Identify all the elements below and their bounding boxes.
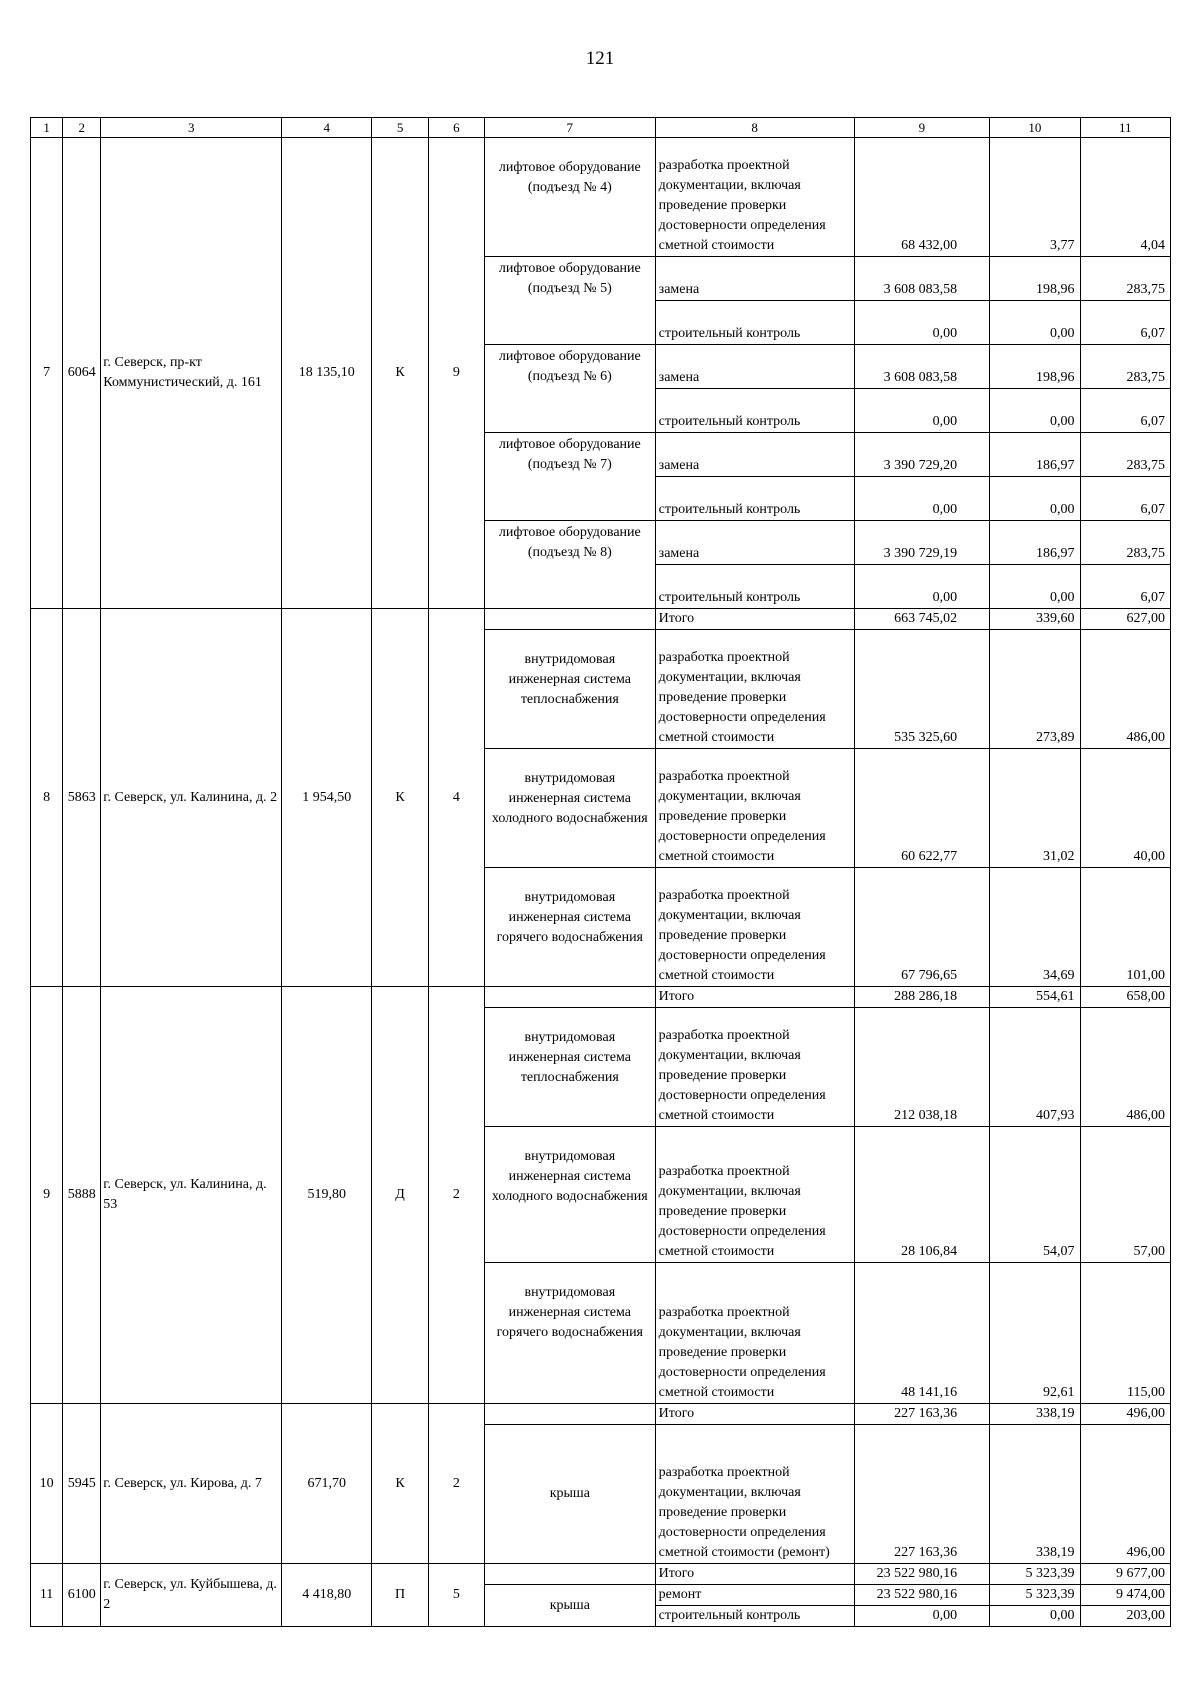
cost-limit: 486,00	[1080, 1008, 1170, 1127]
cost-per-sqm: 0,00	[990, 389, 1080, 433]
house-type: Д	[372, 987, 428, 1404]
work-type: ремонт	[655, 1585, 854, 1606]
header-cell-2: 2	[63, 118, 101, 138]
house-code: 6064	[63, 138, 101, 609]
header-cell-10: 10	[990, 118, 1080, 138]
cost-per-sqm: 31,02	[990, 749, 1080, 868]
empty-cell	[484, 1404, 655, 1425]
object-name: внутридомовая инженерная система горячего водоснабжения	[484, 1263, 655, 1404]
header-cell-1: 1	[31, 118, 63, 138]
house-address: г. Северск, ул. Калинина, д. 53	[101, 987, 282, 1404]
work-type: замена	[655, 257, 854, 301]
house-address: г. Северск, пр-кт Коммунистический, д. 161	[101, 138, 282, 609]
total-label: Итого	[655, 1404, 854, 1425]
cost-value: 28 106,84	[854, 1127, 990, 1263]
header-cell-4: 4	[282, 118, 372, 138]
house-address: г. Северск, ул. Куйбышева, д. 2	[101, 1564, 282, 1627]
house-area: 4 418,80	[282, 1564, 372, 1627]
work-type: разработка проектной документации, включая проведение проверки достоверности определения сметной стоимости	[655, 138, 854, 257]
cost-per-sqm: 34,69	[990, 868, 1080, 987]
total-label: Итого	[655, 609, 854, 630]
cost-per-sqm: 0,00	[990, 301, 1080, 345]
house-area: 671,70	[282, 1404, 372, 1564]
cost-limit: 6,07	[1080, 301, 1170, 345]
cost-per-sqm: 198,96	[990, 345, 1080, 389]
house-code: 5888	[63, 987, 101, 1404]
cost-per-sqm: 54,07	[990, 1127, 1080, 1263]
cost-value: 3 390 729,19	[854, 521, 990, 565]
total-cost: 663 745,02	[854, 609, 990, 630]
cost-per-sqm: 338,19	[990, 1425, 1080, 1564]
cost-value: 0,00	[854, 301, 990, 345]
house-code: 5863	[63, 609, 101, 987]
header-cell-9: 9	[854, 118, 990, 138]
header-cell-7: 7	[484, 118, 655, 138]
cost-per-sqm: 0,00	[990, 1606, 1080, 1627]
header-cell-3: 3	[101, 118, 282, 138]
total-limit: 627,00	[1080, 609, 1170, 630]
cost-per-sqm: 3,77	[990, 138, 1080, 257]
cost-per-sqm: 186,97	[990, 521, 1080, 565]
empty-cell	[484, 609, 655, 630]
cost-per-sqm: 0,00	[990, 477, 1080, 521]
capital-repair-table	[30, 117, 1171, 1627]
house-type: К	[372, 609, 428, 987]
house-floors: 2	[428, 1404, 484, 1564]
work-type: разработка проектной документации, включая проведение проверки достоверности определения сметной стоимости (ремонт)	[655, 1425, 854, 1564]
total-limit: 9 677,00	[1080, 1564, 1170, 1585]
cost-per-sqm: 273,89	[990, 630, 1080, 749]
total-cost: 23 522 980,16	[854, 1564, 990, 1585]
cost-limit: 496,00	[1080, 1425, 1170, 1564]
cost-limit: 40,00	[1080, 749, 1170, 868]
object-name: внутридомовая инженерная система теплоснабжения	[484, 1008, 655, 1127]
table-row	[31, 609, 1171, 630]
cost-limit: 6,07	[1080, 477, 1170, 521]
cost-value: 48 141,16	[854, 1263, 990, 1404]
object-name: крыша	[484, 1425, 655, 1564]
house-area: 18 135,10	[282, 138, 372, 609]
header-cell-6: 6	[428, 118, 484, 138]
house-type: К	[372, 1404, 428, 1564]
row-number: 8	[31, 609, 63, 987]
house-area: 519,80	[282, 987, 372, 1404]
object-name: лифтовое оборудование (подъезд № 5)	[484, 257, 655, 345]
work-type: замена	[655, 433, 854, 477]
row-number: 9	[31, 987, 63, 1404]
total-per-sqm: 339,60	[990, 609, 1080, 630]
total-label: Итого	[655, 1564, 854, 1585]
work-type: замена	[655, 345, 854, 389]
work-type: строительный контроль	[655, 1606, 854, 1627]
house-floors: 9	[428, 138, 484, 609]
work-type: разработка проектной документации, включая проведение проверки достоверности определения сметной стоимости	[655, 630, 854, 749]
house-type: К	[372, 138, 428, 609]
cost-value: 535 325,60	[854, 630, 990, 749]
object-name: лифтовое оборудование (подъезд № 4)	[484, 138, 655, 257]
cost-value: 227 163,36	[854, 1425, 990, 1564]
work-type: строительный контроль	[655, 565, 854, 609]
total-limit: 658,00	[1080, 987, 1170, 1008]
empty-cell	[484, 987, 655, 1008]
object-name: лифтовое оборудование (подъезд № 8)	[484, 521, 655, 609]
house-floors: 2	[428, 987, 484, 1404]
row-number: 7	[31, 138, 63, 609]
header-row	[31, 118, 1171, 138]
object-name: лифтовое оборудование (подъезд № 7)	[484, 433, 655, 521]
table-row	[31, 1404, 1171, 1425]
object-name: крыша	[484, 1585, 655, 1627]
cost-limit: 283,75	[1080, 257, 1170, 301]
work-type: строительный контроль	[655, 389, 854, 433]
work-type: разработка проектной документации, включая проведение проверки достоверности определения сметной стоимости	[655, 1008, 854, 1127]
cost-value: 67 796,65	[854, 868, 990, 987]
cost-per-sqm: 198,96	[990, 257, 1080, 301]
cost-per-sqm: 186,97	[990, 433, 1080, 477]
cost-limit: 283,75	[1080, 433, 1170, 477]
row-number: 11	[31, 1564, 63, 1627]
total-limit: 496,00	[1080, 1404, 1170, 1425]
cost-value: 3 608 083,58	[854, 257, 990, 301]
total-cost: 227 163,36	[854, 1404, 990, 1425]
house-address: г. Северск, ул. Калинина, д. 2	[101, 609, 282, 987]
object-name: внутридомовая инженерная система теплоснабжения	[484, 630, 655, 749]
object-name: внутридомовая инженерная система холодного водоснабжения	[484, 1127, 655, 1263]
cost-value: 68 432,00	[854, 138, 990, 257]
row-number: 10	[31, 1404, 63, 1564]
total-per-sqm: 338,19	[990, 1404, 1080, 1425]
cost-limit: 6,07	[1080, 565, 1170, 609]
cost-limit: 4,04	[1080, 138, 1170, 257]
house-floors: 4	[428, 609, 484, 987]
page-number: 121	[585, 48, 615, 69]
work-type: замена	[655, 521, 854, 565]
header-cell-5: 5	[372, 118, 428, 138]
object-name: внутридомовая инженерная система холодного водоснабжения	[484, 749, 655, 868]
object-name: внутридомовая инженерная система горячего водоснабжения	[484, 868, 655, 987]
cost-value: 3 608 083,58	[854, 345, 990, 389]
cost-value: 0,00	[854, 1606, 990, 1627]
cost-limit: 9 474,00	[1080, 1585, 1170, 1606]
cost-value: 23 522 980,16	[854, 1585, 990, 1606]
cost-value: 0,00	[854, 389, 990, 433]
total-per-sqm: 5 323,39	[990, 1564, 1080, 1585]
cost-limit: 283,75	[1080, 345, 1170, 389]
house-floors: 5	[428, 1564, 484, 1627]
work-type: строительный контроль	[655, 301, 854, 345]
cost-per-sqm: 0,00	[990, 565, 1080, 609]
work-type: разработка проектной документации, включая проведение проверки достоверности определения сметной стоимости	[655, 868, 854, 987]
header-cell-11: 11	[1080, 118, 1170, 138]
cost-value: 60 622,77	[854, 749, 990, 868]
work-type: строительный контроль	[655, 477, 854, 521]
work-type: разработка проектной документации, включая проведение проверки достоверности определения сметной стоимости	[655, 749, 854, 868]
house-address: г. Северск, ул. Кирова, д. 7	[101, 1404, 282, 1564]
cost-per-sqm: 407,93	[990, 1008, 1080, 1127]
empty-cell	[484, 1564, 655, 1585]
cost-limit: 101,00	[1080, 868, 1170, 987]
house-area: 1 954,50	[282, 609, 372, 987]
cost-limit: 115,00	[1080, 1263, 1170, 1404]
house-type: П	[372, 1564, 428, 1627]
house-code: 5945	[63, 1404, 101, 1564]
object-name: лифтовое оборудование (подъезд № 6)	[484, 345, 655, 433]
cost-limit: 203,00	[1080, 1606, 1170, 1627]
work-type: разработка проектной документации, включая проведение проверки достоверности определения сметной стоимости	[655, 1127, 854, 1263]
cost-limit: 486,00	[1080, 630, 1170, 749]
work-type: разработка проектной документации, включая проведение проверки достоверности определения сметной стоимости	[655, 1263, 854, 1404]
table-row	[31, 138, 1171, 257]
total-label: Итого	[655, 987, 854, 1008]
cost-value: 3 390 729,20	[854, 433, 990, 477]
table-row	[31, 987, 1171, 1008]
cost-value: 0,00	[854, 477, 990, 521]
table-row	[31, 1564, 1171, 1585]
cost-per-sqm: 5 323,39	[990, 1585, 1080, 1606]
total-cost: 288 286,18	[854, 987, 990, 1008]
cost-limit: 57,00	[1080, 1127, 1170, 1263]
cost-per-sqm: 92,61	[990, 1263, 1080, 1404]
total-per-sqm: 554,61	[990, 987, 1080, 1008]
header-cell-8: 8	[655, 118, 854, 138]
cost-value: 0,00	[854, 565, 990, 609]
cost-limit: 283,75	[1080, 521, 1170, 565]
cost-value: 212 038,18	[854, 1008, 990, 1127]
cost-limit: 6,07	[1080, 389, 1170, 433]
house-code: 6100	[63, 1564, 101, 1627]
